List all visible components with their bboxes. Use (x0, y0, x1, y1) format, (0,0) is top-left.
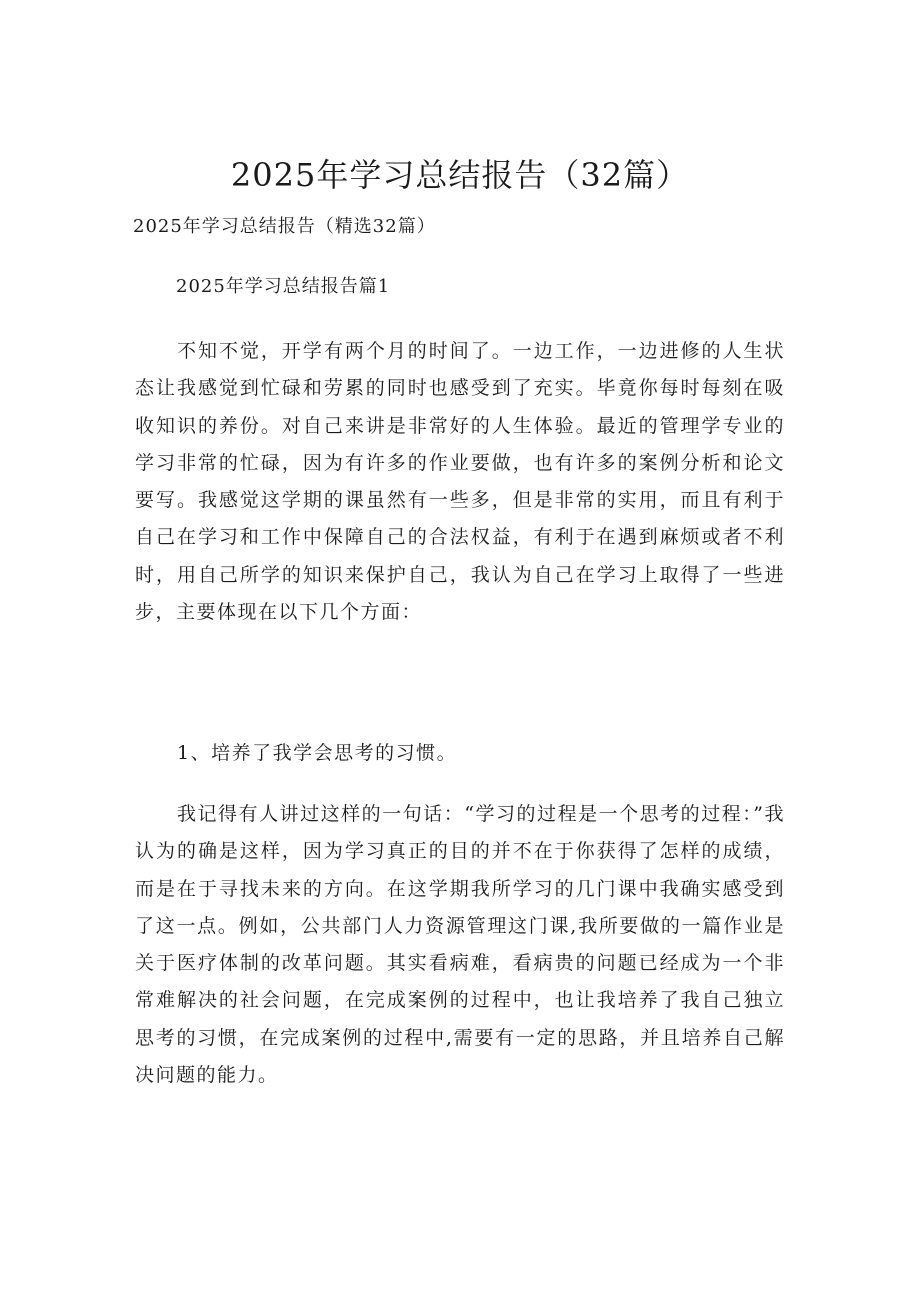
document-subtitle: 2025年学习总结报告（精选32篇） (133, 216, 436, 237)
section-heading: 2025年学习总结报告篇1 (176, 276, 391, 297)
paragraph-point-1: 1、培养了我学会思考的习惯。 (177, 742, 458, 764)
paragraph-point-1-detail: 我记得有人讲过这样的一句话：“学习的过程是一个思考的过程：”我认为的确是这样，因为学习真正的目的并不在于你获得了怎样的成绩，而是在于寻找未来的方向。在这学期我所学习的几门课中我确实感受到了这一点。例如，公共部门人力资源管理这门课,我所要做的一篇作业是关于医疗体制的改革问题。其实看病难，看病贵的问题已经成为一个非常难解决的社会问题，在完成案例的过程中，也让我培养了我自己独立思考的习惯，在完成案例的过程中,需要有一定的思路，并且培养自己解决问题的能力。 (135, 803, 785, 1087)
document-title: 2025年学习总结报告（32篇） (230, 156, 690, 194)
paragraph-intro: 不知不觉，开学有两个月的时间了。一边工作，一边进修的人生状态让我感觉到忙碌和劳累的同时也感受到了充实。毕竟你每时每刻在吸收知识的养份。对自己来讲是非常好的人生体验。最近的管理学专业的学习非常的忙碌，因为有许多的作业要做，也有许多的案例分析和论文要写。我感觉这学期的课虽然有一些多，但是非常的实用，而且有利于自己在学习和工作中保障自己的合法权益，有利于在遇到麻烦或者不利时，用自己所学的知识来保护自己，我认为自己在学习上取得了一些进步，主要体现在以下几个方面： (135, 340, 785, 624)
